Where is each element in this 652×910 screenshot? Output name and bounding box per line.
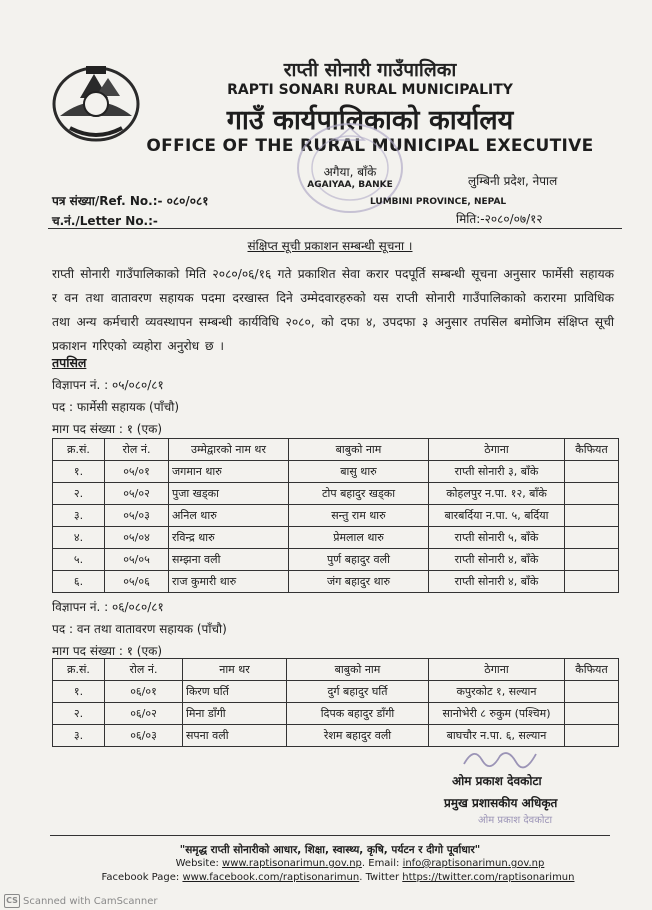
- cell-address: बारबर्दिया न.पा. ५, बर्दिया: [429, 505, 565, 527]
- section2-post: पद : वन तथा वातावरण सहायक (पाँचौ): [52, 622, 227, 636]
- cell-name: सम्झना वली: [169, 549, 289, 571]
- municipality-name-np: राप्ती सोनारी गाउँपालिका: [283, 59, 457, 81]
- cell-serial: २.: [53, 703, 105, 725]
- office-name-en: OFFICE OF THE RURAL MUNICIPAL EXECUTIVE: [146, 136, 594, 156]
- cell-remarks: [565, 703, 619, 725]
- signature-stamp-text: ओम प्रकाश देवकोटा: [478, 815, 553, 826]
- section2-advertisement-number: विज्ञापन नं. : ०६/०८०/८१: [52, 600, 164, 614]
- header-roll: रोल नं.: [105, 659, 183, 681]
- header-divider: [48, 228, 622, 229]
- table-row: [53, 527, 619, 549]
- table-header-row: [53, 659, 619, 681]
- cell-name: अनिल थारु: [169, 505, 289, 527]
- cell-address: राप्ती सोनारी ४, बाँके: [429, 571, 565, 593]
- cell-address: कोहलपुर न.पा. १२, बाँके: [429, 483, 565, 505]
- website-link[interactable]: www.raptisonarimun.gov.np: [222, 858, 362, 869]
- cell-remarks: [565, 461, 619, 483]
- cell-address: सानोभेरी ८ रुकुम (पश्चिम): [429, 703, 565, 725]
- cell-name: सपना वली: [183, 725, 287, 747]
- header-serial: क्र.सं.: [53, 439, 105, 461]
- table-row: [53, 703, 619, 725]
- website-label: Website:: [175, 858, 219, 869]
- cell-remarks: [565, 549, 619, 571]
- table-row: [53, 505, 619, 527]
- section1-post: पद : फार्मेसी सहायक (पाँचौ): [52, 400, 180, 414]
- cell-address: राप्ती सोनारी ५, बाँके: [429, 527, 565, 549]
- reference-number: पत्र संख्या/Ref. No.:- ०८०/०८१: [52, 194, 209, 208]
- section1-demand-count: माग पद संख्या : १ (एक): [52, 422, 162, 436]
- twitter-link[interactable]: https://twitter.com/raptisonarimun: [402, 872, 575, 883]
- government-emblem-icon: [50, 58, 142, 144]
- header-name: उम्मेद्वारको नाम थर: [169, 439, 289, 461]
- cell-name: मिना डाँगी: [183, 703, 287, 725]
- section1-candidate-table: [52, 438, 619, 593]
- cell-roll: ०५/०२: [105, 483, 169, 505]
- notice-subject: संक्षिप्त सूची प्रकाशन सम्बन्धी सूचना ।: [247, 239, 413, 253]
- schedule-heading: तपसिल: [52, 355, 87, 370]
- cell-roll: ०५/०६: [105, 571, 169, 593]
- footer-divider: [50, 835, 610, 836]
- cell-remarks: [565, 527, 619, 549]
- cell-roll: ०५/०४: [105, 527, 169, 549]
- cell-remarks: [565, 681, 619, 703]
- section1-advertisement-number: विज्ञापन नं. : ०५/०८०/८१: [52, 378, 164, 392]
- cell-serial: १.: [53, 681, 105, 703]
- letter-date: मिति:-२०८०/०७/१२: [456, 212, 543, 226]
- cell-father: सन्तु राम थारु: [289, 505, 429, 527]
- cell-address: राप्ती सोनारी ४, बाँके: [429, 549, 565, 571]
- province-en: LUMBINI PROVINCE, NEPAL: [370, 197, 507, 207]
- header-address: ठेगाना: [429, 439, 565, 461]
- cell-address: बाघचौर न.पा. ६, सल्यान: [429, 725, 565, 747]
- footer-social-line: [58, 872, 618, 883]
- facebook-label: Facebook Page:: [101, 872, 180, 883]
- header-father: बाबुको नाम: [289, 439, 429, 461]
- cell-serial: ३.: [53, 725, 105, 747]
- camscanner-logo-icon: CS: [4, 894, 20, 908]
- signatory-title: प्रमुख प्रशासकीय अधिकृत: [444, 796, 558, 810]
- handwritten-signature: [460, 742, 540, 772]
- cell-roll: ०५/०३: [105, 505, 169, 527]
- camscanner-text: Scanned with CamScanner: [23, 895, 158, 907]
- header-address: ठेगाना: [429, 659, 565, 681]
- cell-name: किरण घर्ति: [183, 681, 287, 703]
- cell-name: राज कुमारी थारु: [169, 571, 289, 593]
- cell-father: रेशम बहादुर वली: [287, 725, 429, 747]
- header-serial: क्र.सं.: [53, 659, 105, 681]
- table-row: [53, 549, 619, 571]
- cell-serial: २.: [53, 483, 105, 505]
- cell-father: प्रेमलाल थारु: [289, 527, 429, 549]
- cell-father: जंग बहादुर थारु: [289, 571, 429, 593]
- twitter-label: . Twitter: [359, 872, 400, 883]
- footer-contact-line: [130, 858, 590, 869]
- cell-remarks: [565, 571, 619, 593]
- cell-name: पुजा खड्का: [169, 483, 289, 505]
- cell-father: दुर्ग बहादुर घर्ति: [287, 681, 429, 703]
- cell-address: राप्ती सोनारी ३, बाँके: [429, 461, 565, 483]
- cell-father: बासु थारु: [289, 461, 429, 483]
- cell-father: पुर्ण बहादुर वली: [289, 549, 429, 571]
- header-remarks: कैफियत: [565, 659, 619, 681]
- cell-remarks: [565, 483, 619, 505]
- cell-name: रविन्द्र थारु: [169, 527, 289, 549]
- cell-roll: ०५/०१: [105, 461, 169, 483]
- cell-address: कपुरकोट १, सल्यान: [429, 681, 565, 703]
- cell-serial: ४.: [53, 527, 105, 549]
- cell-roll: ०६/०१: [105, 681, 183, 703]
- cell-roll: ०६/०२: [105, 703, 183, 725]
- cell-serial: ६.: [53, 571, 105, 593]
- table-header-row: [53, 439, 619, 461]
- table-row: [53, 571, 619, 593]
- header-father: बाबुको नाम: [287, 659, 429, 681]
- cell-father: टोप बहादुर खड्का: [289, 483, 429, 505]
- cell-serial: ५.: [53, 549, 105, 571]
- address-np: अगैया, बाँके: [323, 165, 377, 179]
- header-roll: रोल नं.: [105, 439, 169, 461]
- camscanner-watermark: [4, 894, 158, 908]
- cell-roll: ०६/०३: [105, 725, 183, 747]
- office-name-np: गाउँ कार्यपालिकाको कार्यालय: [226, 105, 514, 136]
- cell-serial: १.: [53, 461, 105, 483]
- email-label: . Email:: [361, 858, 400, 869]
- cell-roll: ०५/०५: [105, 549, 169, 571]
- facebook-link[interactable]: www.facebook.com/raptisonarimun: [182, 872, 360, 883]
- header-remarks: कैफियत: [565, 439, 619, 461]
- email-link[interactable]: info@raptisonarimun.gov.np: [402, 858, 545, 869]
- table-row: [53, 681, 619, 703]
- signatory-name: ओम प्रकाश देवकोटा: [452, 774, 542, 788]
- cell-father: दिपक बहादुर डाँगी: [287, 703, 429, 725]
- cell-remarks: [565, 505, 619, 527]
- header-name: नाम थर: [183, 659, 287, 681]
- section2-demand-count: माग पद संख्या : १ (एक): [52, 644, 162, 658]
- notice-body: राप्ती सोनारी गाउँपालिकाको मिति २०८०/०६/१६ गते प्रकाशित सेवा करार पदपूर्ति सम्बन्धी सूचना अनुसार फार्मेसी सहायक र वन तथा वातावरण सहायक पदमा दरखास्त दिने उम्मेदवारहरुको यस राप्ती सोनारी गाउँपालिकाको करारमा प्राविधिक तथा अन्य कर्मचारी व्यवस्थापन सम्बन्धी कार्यविधि २०८०, को दफा ४, उपदफा ३ अनुसार तपसिल बमोजिम संक्षिप्त सूची प्रकाशन गरिएको व्यहोरा अनुरोध छ ।: [52, 267, 614, 353]
- cell-remarks: [565, 725, 619, 747]
- cell-name: जगमान थारु: [169, 461, 289, 483]
- municipality-name-en: RAPTI SONARI RURAL MUNICIPALITY: [227, 82, 513, 98]
- address-en: AGAIYAA, BANKE: [307, 180, 393, 190]
- table-row: [53, 483, 619, 505]
- table-row: [53, 461, 619, 483]
- footer-motto: "समृद्ध राप्ती सोनारीको आधार, शिक्षा, स्वास्थ्य, कृषि, पर्यटन र दीगो पूर्वाधार": [179, 844, 481, 856]
- letter-number: च.नं./Letter No.:-: [52, 214, 158, 228]
- cell-serial: ३.: [53, 505, 105, 527]
- section2-candidate-table: [52, 658, 619, 747]
- province-np: लुम्बिनी प्रदेश, नेपाल: [468, 174, 558, 188]
